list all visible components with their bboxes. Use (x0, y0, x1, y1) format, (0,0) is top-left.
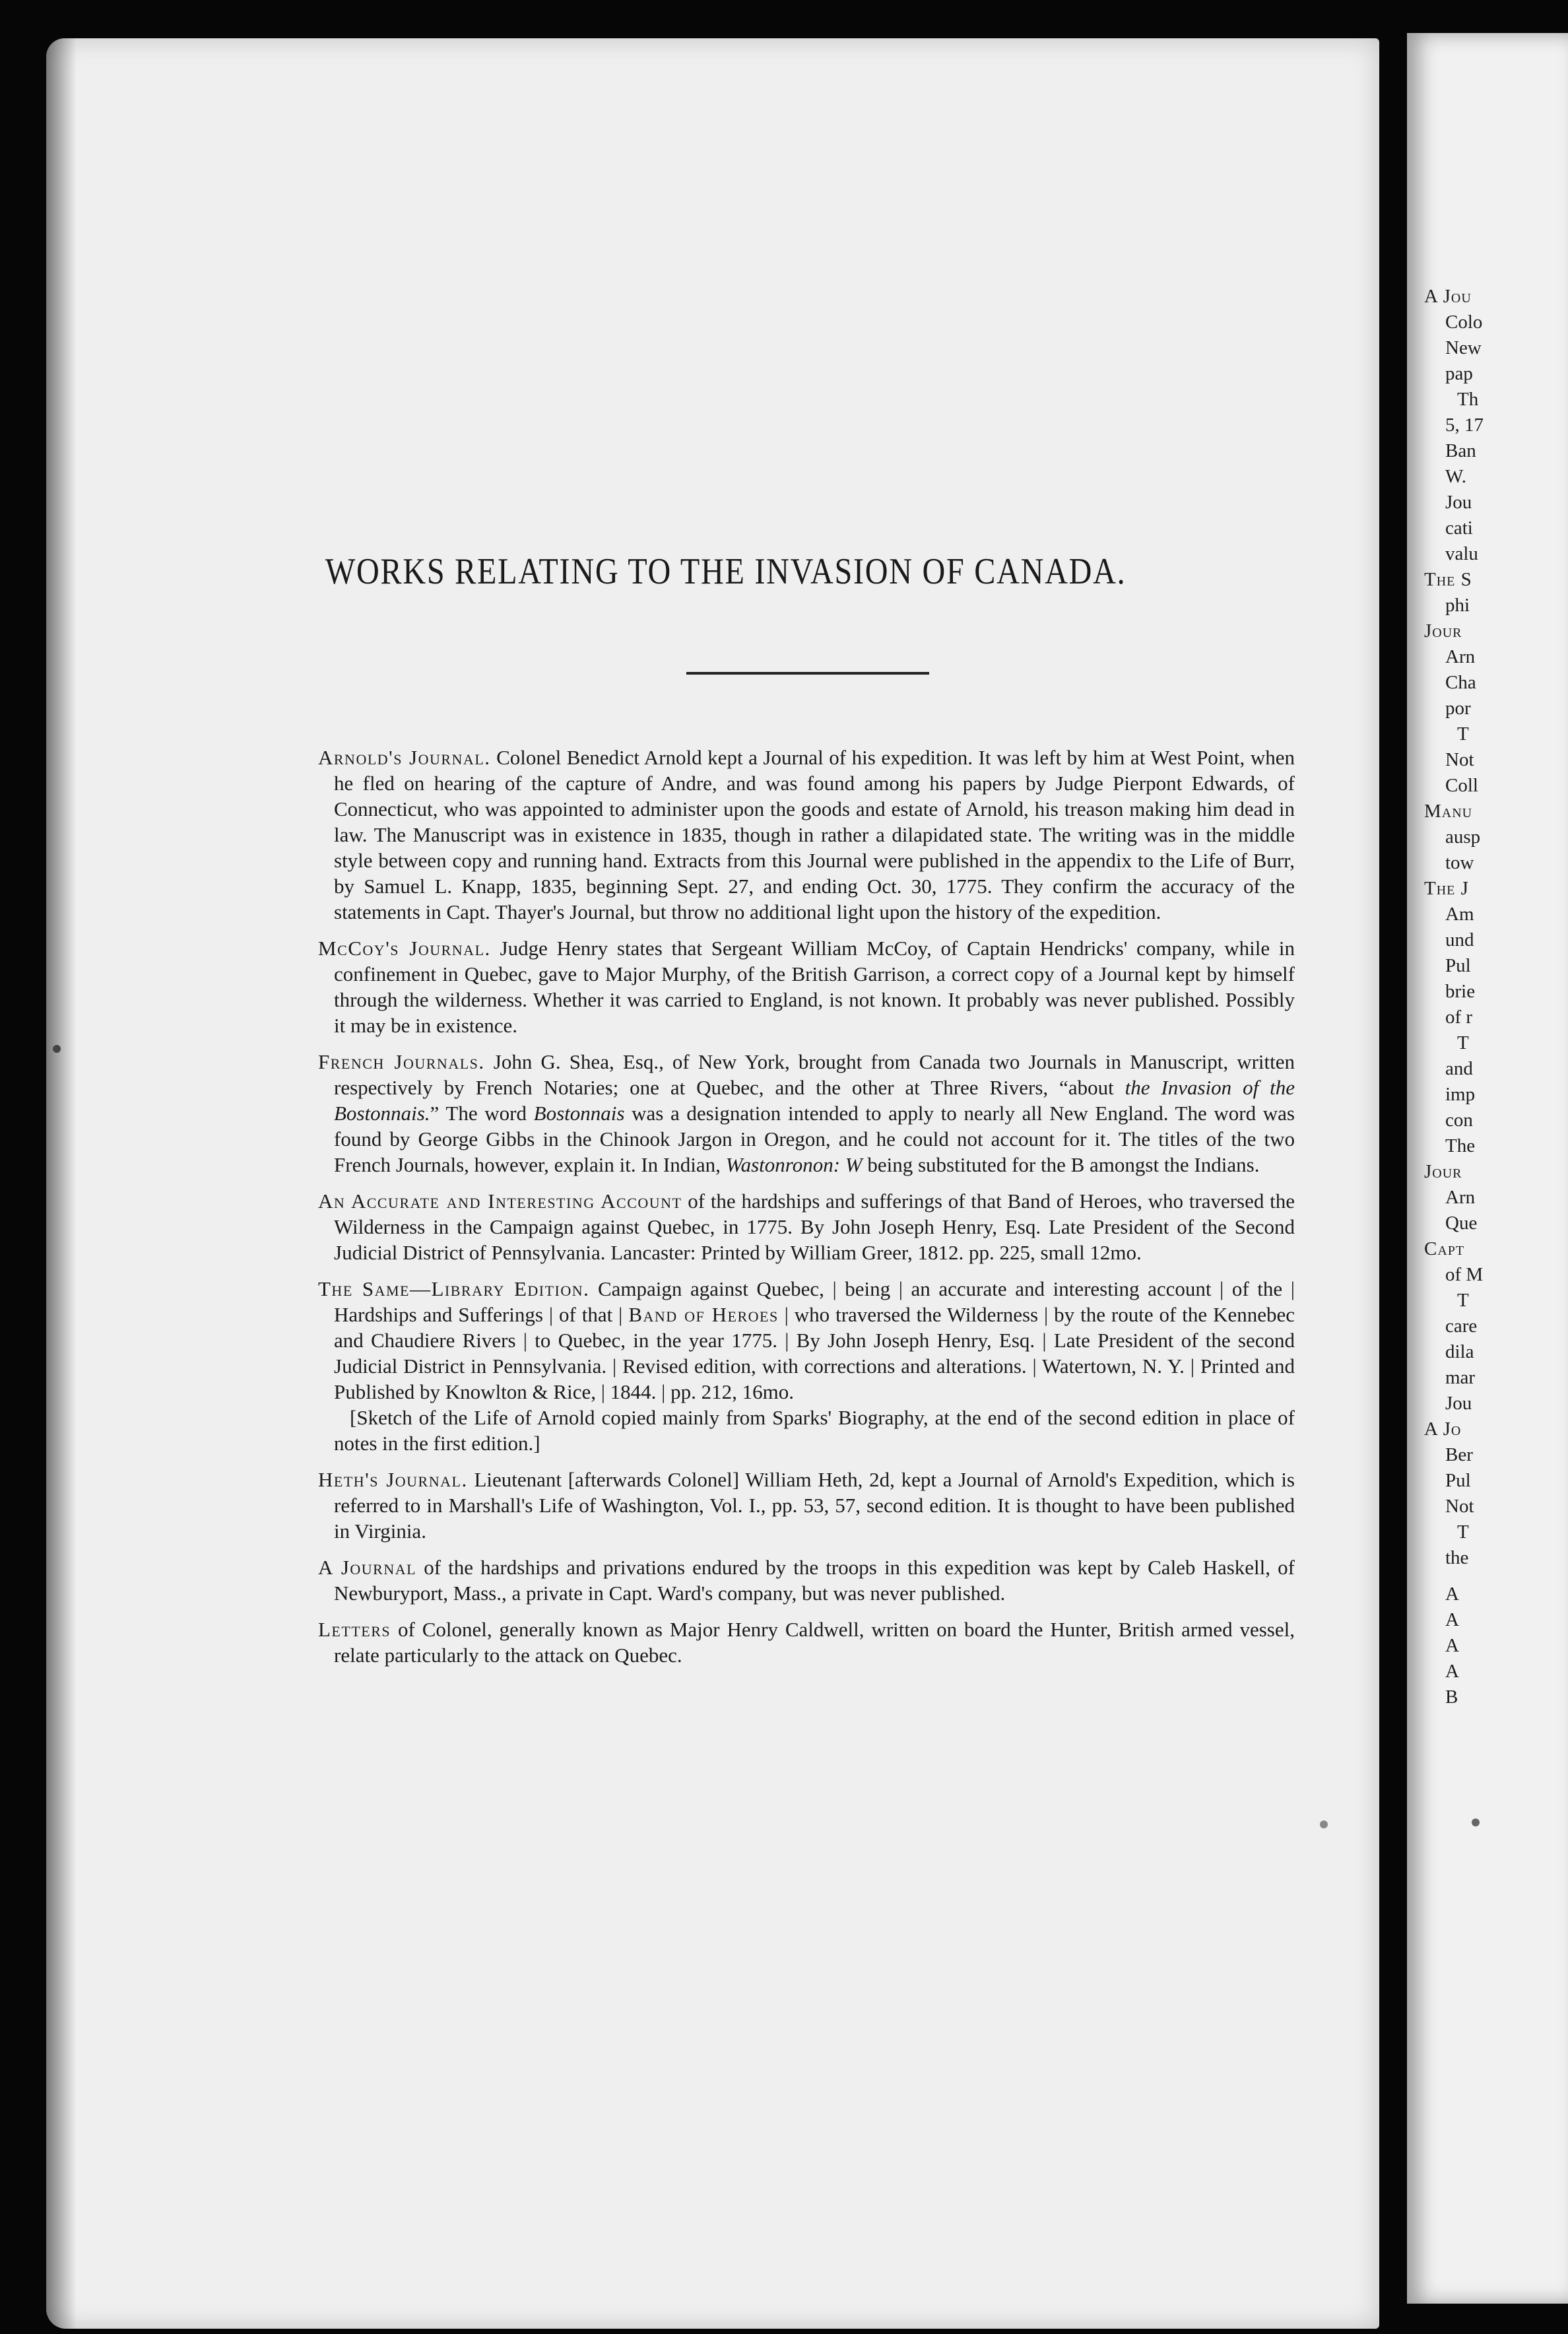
right-page-line: Pul (1445, 955, 1471, 976)
entry-text: of Colonel, generally known as Major Henry Caldwell, written on board the Hunter, British armed vessel, relate particularly to the attack on Quebec. (334, 1618, 1295, 1667)
right-page-line: Not (1445, 749, 1474, 770)
right-page-line: A (1445, 1584, 1459, 1605)
entry-heths-journal (318, 1467, 1295, 1544)
entry-text: John G. Shea, Esq., of New York, brought from Canada two Journals in Manuscript, written respectively by French Notaries; one at Quebec, and the other at Three Rivers, “about (334, 1050, 1295, 1099)
paper-speck (1320, 1820, 1328, 1828)
right-page-line: Manu (1424, 801, 1473, 822)
entry-accurate-account (318, 1188, 1295, 1265)
right-page-line: Ban (1445, 440, 1476, 461)
right-page-line: Que (1445, 1213, 1478, 1234)
right-page-line: Jour (1424, 620, 1462, 642)
right-page-line: valu (1445, 543, 1478, 564)
right-page-line: B (1445, 1686, 1458, 1708)
right-page-line: und (1445, 929, 1474, 950)
right-page-line: Jou (1445, 1393, 1472, 1414)
entry-text: was a designation intended to apply to nearly all New England. The word was found by George Gibbs in the Chinook Jargon in Oregon, and he could not account for it. The titles of the two French Journals, however, explain it. In Indian, (334, 1102, 1295, 1176)
right-page-line: T (1457, 1521, 1469, 1543)
right-page-line: Not (1445, 1496, 1474, 1517)
right-page-line: A (1445, 1661, 1459, 1682)
right-page-line: Pul (1445, 1470, 1471, 1491)
entry-french-journals (318, 1049, 1295, 1178)
right-page-line: Colo (1445, 312, 1483, 333)
right-page-line: Jour (1424, 1161, 1462, 1182)
entry-text: of the hardships and sufferings of that Band of Heroes, who traversed the Wilderness in the Campaign against Quebec, in 1775. By John Joseph Henry, Esq. Late President of the Second Judicial District of Pennsylvania. Lancaster: Printed by William Greer, 1812. pp. 225, small 12mo. (334, 1189, 1295, 1264)
right-page-line: A Jo (1424, 1418, 1462, 1440)
right-page-line: Jou (1445, 492, 1472, 513)
right-page-line: 5, 17 (1445, 415, 1484, 436)
entry-mccoys-journal (318, 935, 1295, 1038)
right-page-line: of r (1445, 1007, 1473, 1028)
entry-text: of the hardships and privations endured by the troops in this expedition was kept by Caleb Haskell, of Newburyport, Mass., a private in Capt. Ward's company, but was never published. (334, 1556, 1295, 1605)
right-page-line: phi (1445, 595, 1470, 616)
entry-text: ” The word (430, 1102, 534, 1125)
right-page-line: T (1457, 1290, 1469, 1311)
right-page-line: Ber (1445, 1444, 1473, 1465)
entry-heading: Letters (318, 1618, 391, 1641)
right-page-line: the (1445, 1547, 1469, 1568)
entry-heading: An Accurate and Interesting Account (318, 1189, 682, 1213)
entry-text: | who traversed the Wilderness | by the route of the Kennebec and Chaudiere Rivers | to Quebec, in the year 1775. | By John Joseph Henry, Esq. | Late President of the second Judicial District in Pennsylvania. | Revised edition, with corrections and alterations. | Watertown, N. Y. | Printed and Published by Knowlton & Rice, | 1844. | pp. 212, 16mo. (334, 1303, 1295, 1403)
right-page-line: tow (1445, 852, 1474, 873)
entry-note: [Sketch of the Life of Arnold copied mainly from Sparks' Biography, at the end of the second edition in place of notes in the first edition.] (334, 1406, 1295, 1455)
right-page-line: ausp (1445, 826, 1481, 848)
right-page-line: por (1445, 698, 1471, 719)
paper-speck (53, 1045, 61, 1053)
right-page-line: New (1445, 337, 1482, 358)
entry-heading: The Same—Library Edition. (318, 1277, 590, 1300)
right-page-line: Cha (1445, 672, 1476, 693)
title-rule (686, 672, 929, 675)
entry-library-edition (318, 1276, 1295, 1456)
entry-italic-text: Bostonnais (533, 1102, 625, 1125)
right-page-line: of M (1445, 1264, 1484, 1285)
entry-heading: Arnold's Journal. (318, 746, 491, 769)
left-page (46, 38, 1379, 2329)
right-page-line: Arn (1445, 646, 1476, 667)
right-page-line: brie (1445, 981, 1476, 1002)
entry-caldwell-letters (318, 1617, 1295, 1668)
right-page-line: and (1445, 1058, 1473, 1079)
entry-arnolds-journal (318, 745, 1295, 925)
entry-text: being substituted for the B amongst the Indians. (862, 1153, 1260, 1176)
right-page-line: W. (1445, 466, 1466, 487)
entry-text: Campaign against Quebec, | being | an accurate and interesting account | of the | Hardships and Sufferings | of that | (334, 1277, 1295, 1326)
right-page-line: care (1445, 1316, 1478, 1337)
entry-text: Lieutenant [afterwards Colonel] William Heth, 2d, kept a Journal of Arnold's Expedition, which is referred to in Marshall's Life of Washington, Vol. I., pp. 53, 57, second edition. It is thought to have been published in Virginia. (334, 1468, 1295, 1543)
right-page-line: imp (1445, 1084, 1476, 1105)
right-page-line: A (1445, 1609, 1459, 1630)
page-edge-shadow (46, 38, 77, 2329)
entry-inline-heading: Band of Heroes (628, 1303, 779, 1326)
entry-haskell-journal (318, 1554, 1295, 1606)
right-page-line: dila (1445, 1341, 1474, 1362)
right-page-line: cati (1445, 517, 1473, 539)
right-page-line: mar (1445, 1367, 1476, 1388)
right-page-line: A Jou (1424, 286, 1472, 307)
entries-list (318, 745, 1295, 1679)
right-page-line: Capt (1424, 1238, 1465, 1259)
right-page-text (1424, 284, 1568, 1710)
entry-italic-text: the Invasion of the Bostonnais. (334, 1076, 1295, 1125)
entry-italic-text: Wastonronon: W (725, 1153, 863, 1176)
right-page-line: Coll (1445, 775, 1478, 796)
right-page-line: T (1457, 1032, 1469, 1053)
right-page-line: A (1445, 1635, 1459, 1656)
entry-text: Colonel Benedict Arnold kept a Journal of his expedition. It was left by him at West Point, when he fled on hearing of the capture of Andre, and was found among his papers by Judge Pierpont Edwards, of Connecticut, who was appointed to administer upon the goods and estate of Arnold, his treason making him dead in law. The Manuscript was in existence in 1835, though in rather a dilapidated state. The writing was in the middle style between copy and running hand. Extracts from this Journal were published in the appendix to the Life of Burr, by Samuel L. Knapp, 1835, beginning Sept. 27, and ending Oct. 30, 1775. They confirm the accuracy of the statements in Capt. Thayer's Journal, but throw no additional light upon the history of the expedition. (334, 746, 1295, 923)
entry-heading: Heth's Journal. (318, 1468, 468, 1491)
page-title: WORKS RELATING TO THE INVASION OF CANADA. (325, 551, 1127, 592)
right-page-line: Th (1457, 389, 1479, 410)
right-page-line: The (1445, 1135, 1476, 1156)
right-page-line: T (1457, 723, 1469, 745)
right-page-line: The S (1424, 569, 1472, 590)
entry-heading: French Journals. (318, 1050, 485, 1073)
right-page-line: pap (1445, 363, 1473, 384)
right-page-line: Am (1445, 904, 1474, 925)
right-page-line: Arn (1445, 1187, 1476, 1208)
right-page-line: The J (1424, 878, 1469, 899)
entry-text: Judge Henry states that Sergeant William McCoy, of Captain Hendricks' company, while in confinement in Quebec, gave to Major Murphy, of the British Garrison, a correct copy of a Journal kept by himself through the wilderness. Whether it was carried to England, is not known. It probably was never published. Possibly it may be in existence. (334, 937, 1295, 1037)
paper-speck (1472, 1818, 1480, 1826)
right-page-line: con (1445, 1110, 1473, 1131)
entry-heading: A Journal (318, 1556, 417, 1579)
entry-heading: McCoy's Journal. (318, 937, 491, 960)
